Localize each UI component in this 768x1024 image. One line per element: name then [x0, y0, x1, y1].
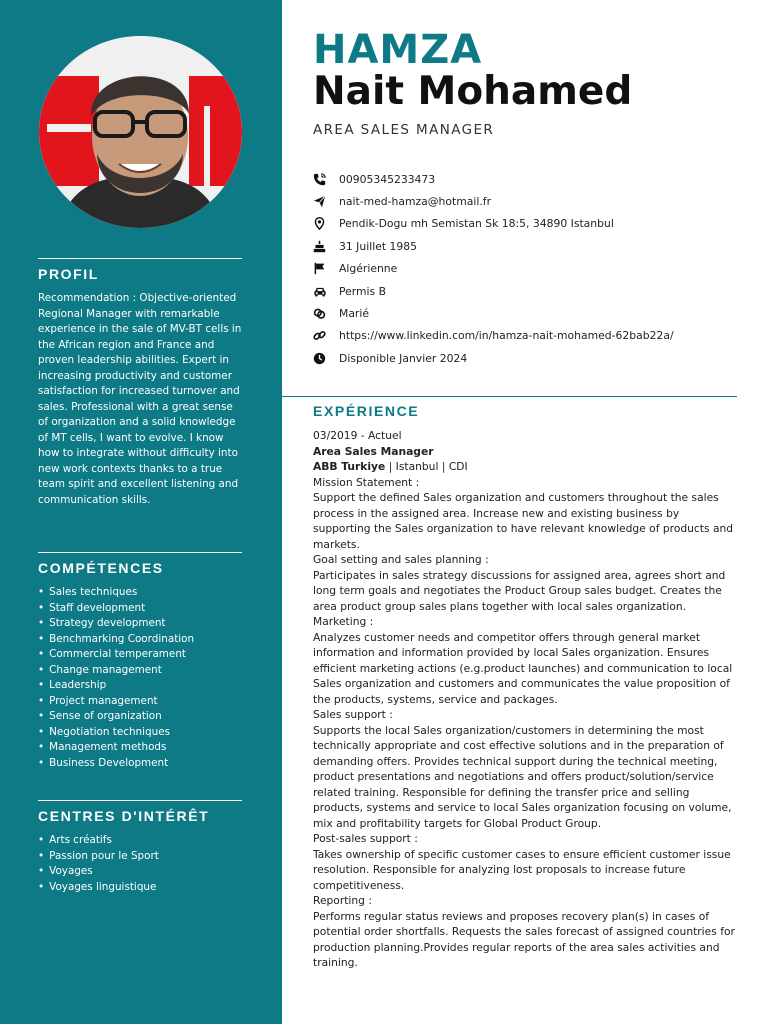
list-item: • Staff development [38, 601, 242, 617]
list-item: • Change management [38, 663, 242, 679]
experience-company-meta: | Istanbul | CDI [385, 460, 468, 473]
interests-list [38, 833, 242, 895]
experience-company-line [313, 459, 738, 475]
experience-paragraph: Performs regular status reviews and proposes recovery plan(s) in cases of potential order shortfalls. Requests the sales forecast of assigned countries for production planning.Provides regular reports of the area sales activities and training. [313, 909, 735, 969]
contact-text: Disponible Janvier 2024 [339, 351, 468, 365]
profile-photo [39, 36, 242, 228]
contact-nationality [313, 258, 743, 280]
sidebar [0, 0, 282, 1024]
experience-role: Area Sales Manager [313, 444, 434, 458]
clock-icon [313, 352, 339, 365]
job-title: AREA SALES MANAGER [313, 122, 495, 138]
experience-entry [313, 428, 738, 971]
car-icon [313, 285, 339, 298]
experience-paragraph: Goal setting and sales planning : [313, 553, 489, 566]
contact-text: 00905345233473 [339, 172, 436, 186]
contact-text: https://www.linkedin.com/in/hamza-nait-mohamed-62bab22a/ [339, 329, 674, 343]
interests-heading: CENTRES D'INTÉRÊT [38, 808, 210, 824]
flag-icon [313, 262, 339, 275]
experience-paragraph: Mission Statement : [313, 475, 420, 489]
contact-text: 31 Juillet 1985 [339, 239, 417, 253]
skills-section [38, 552, 242, 771]
list-item: • Project management [38, 694, 242, 710]
divider [38, 552, 242, 553]
divider [38, 800, 242, 801]
experience-paragraph: Marketing : [313, 615, 374, 628]
contact-text: Algérienne [339, 262, 398, 276]
experience-paragraph: Supports the local Sales organization/customers in determining the most technically appropriate and cost effective solutions and in the preparation of demanding offers. Provides technical support during the technical meeting, product presentations and negotiations and offers product/solution/service related training. Responsible for defining the transfer price and selling products, systems and service to local Sales organization focusing on volume, mix and profitability targets for Global Product Group. [313, 723, 732, 830]
contact-text: nait-med-hamza@hotmail.fr [339, 195, 492, 209]
list-item: • Benchmarking Coordination [38, 632, 242, 648]
contact-text: Pendik-Dogu mh Semistan Sk 18:5, 34890 Istanbul [339, 217, 614, 231]
profile-section [38, 258, 242, 508]
first-name: HAMZA [313, 27, 483, 73]
contact-license [313, 280, 743, 302]
location-pin-icon [313, 217, 339, 230]
send-icon [313, 195, 339, 208]
experience-paragraph: Participates in sales strategy discussions for assigned area, agrees short and long term goals and negotiates the Product Group sales budget. Creates the area product group sales plans together with local sales organization. [313, 568, 726, 613]
experience-paragraph: Analyzes customer needs and competitor offers through general market information and information provided by local Sales organization. Ensures efficient marketing actions (e.g.product launches) and communication to local Sales organization and customers and communicates the value proposition of the products, systems, service and packages. [313, 630, 733, 706]
experience-paragraph: Sales support : [313, 708, 393, 721]
experience-paragraph: Takes ownership of specific customer cases to ensure efficient customer issue resolution. Responsible for analyzing lost proposals to increase future competitiveness. [313, 847, 731, 892]
list-item: • Leadership [38, 678, 242, 694]
birthday-cake-icon [313, 240, 339, 253]
contact-phone [313, 168, 743, 190]
contact-list [313, 168, 743, 370]
profile-text: Recommendation : Objective-oriented Regional Manager with remarkable experience in the sale of MV-BT cells in the African region and France and proven leadership abilities. Expert in increasing productivity and customer satisfaction for increased turnover and sales. Professional with a great sense of organization and a solid knowledge of MT cells, I want to evolve. I know how to integrate without difficulty into new work contexts thanks to a true team spirit and excellent listening and communication skills. [38, 292, 242, 506]
interests-section [38, 800, 242, 895]
skills-list [38, 585, 242, 771]
phone-icon [313, 173, 339, 186]
contact-marital [313, 302, 743, 324]
list-item: • Voyages [38, 864, 242, 880]
contact-text: Marié [339, 307, 370, 321]
list-item: • Sales techniques [38, 585, 242, 601]
contact-address [313, 213, 743, 235]
experience-company: ABB Turkiye [313, 460, 386, 473]
contact-linkedin[interactable] [313, 325, 743, 347]
contact-text: Permis B [339, 284, 386, 298]
contact-availability [313, 347, 743, 369]
list-item: • Strategy development [38, 616, 242, 632]
experience-paragraph: Reporting : [313, 894, 372, 907]
experience-paragraph: Support the defined Sales organization and customers throughout the sales process in the assigned area. Increase new and existing business by supporting the Sales organization to have relevant knowledge of products and markets. [313, 491, 734, 551]
list-item: • Arts créatifs [38, 833, 242, 849]
last-name: Nait Mohamed [313, 69, 633, 114]
list-item: • Management methods [38, 740, 242, 756]
profile-heading: PROFIL [38, 266, 99, 282]
divider [38, 258, 242, 259]
list-item: • Passion pour le Sport [38, 849, 242, 865]
list-item: • Commercial temperament [38, 647, 242, 663]
experience-heading: EXPÉRIENCE [313, 403, 420, 419]
link-icon [313, 329, 339, 342]
divider [282, 396, 737, 397]
experience-period: 03/2019 - Actuel [313, 429, 402, 442]
list-item: • Negotiation techniques [38, 725, 242, 741]
contact-birthdate [313, 235, 743, 257]
contact-email[interactable] [313, 190, 743, 212]
list-item: • Business Development [38, 756, 242, 772]
rings-icon [313, 307, 339, 320]
list-item: • Voyages linguistique [38, 880, 242, 896]
skills-heading: COMPÉTENCES [38, 560, 164, 576]
list-item: • Sense of organization [38, 709, 242, 725]
experience-paragraph: Post-sales support : [313, 832, 418, 845]
